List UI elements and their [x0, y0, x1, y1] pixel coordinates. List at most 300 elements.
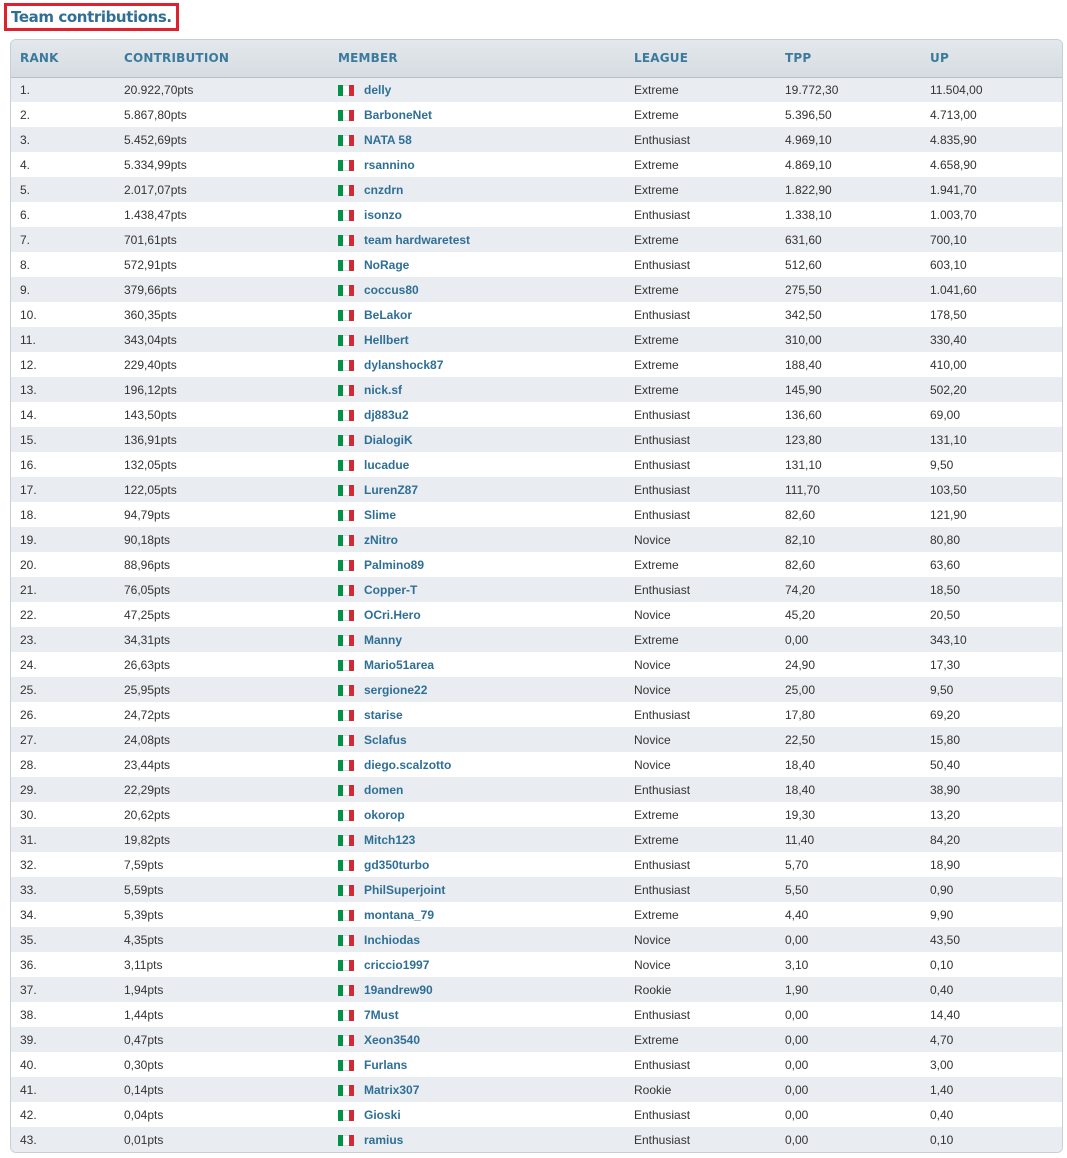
member-link[interactable]: okorop — [364, 807, 405, 822]
tpp-cell: 1.822,90 — [785, 182, 832, 197]
member-cell — [329, 477, 625, 502]
member-link[interactable]: montana_79 — [364, 907, 435, 922]
member-cell — [329, 777, 625, 802]
up-cell: 20,50 — [930, 607, 961, 622]
member-link[interactable]: zNitro — [364, 532, 398, 547]
member-link[interactable]: isonzo — [364, 207, 402, 222]
italy-flag-icon — [338, 110, 354, 121]
member-link[interactable]: diego.scalzotto — [364, 757, 452, 772]
table-row — [11, 502, 1062, 527]
up-cell: 178,50 — [930, 307, 967, 322]
up-cell: 15,80 — [930, 732, 961, 747]
rank-cell: 31. — [20, 832, 37, 847]
member-link[interactable]: PhilSuperjoint — [364, 882, 446, 897]
member-cell — [329, 852, 625, 877]
table-row — [11, 177, 1062, 202]
member-cell — [329, 1052, 625, 1077]
member-link[interactable]: Gioski — [364, 1107, 401, 1122]
league-cell: Extreme — [634, 282, 679, 297]
tpp-cell: 18,40 — [785, 782, 816, 797]
league-cell: Enthusiast — [634, 1107, 691, 1122]
league-cell: Novice — [634, 607, 671, 622]
italy-flag-icon — [338, 1135, 354, 1146]
rank-cell: 28. — [20, 757, 37, 772]
member-cell — [329, 127, 625, 152]
member-link[interactable]: coccus80 — [364, 282, 419, 297]
rank-cell: 7. — [20, 232, 31, 247]
table-row — [11, 402, 1062, 427]
table-row — [11, 452, 1062, 477]
tpp-cell: 11,40 — [785, 832, 815, 847]
member-link[interactable]: Manny — [364, 632, 403, 647]
contribution-cell: 47,25pts — [124, 607, 171, 622]
table-row — [11, 852, 1062, 877]
member-cell — [329, 302, 625, 327]
table-row — [11, 77, 1062, 102]
member-link[interactable]: rsannino — [364, 157, 415, 172]
contribution-cell: 5,39pts — [124, 907, 164, 922]
tpp-cell: 5,70 — [785, 857, 809, 872]
table-row — [11, 577, 1062, 602]
table-row — [11, 752, 1062, 777]
contribution-cell: 143,50pts — [124, 407, 177, 422]
rank-cell: 27. — [20, 732, 37, 747]
table-row — [11, 1127, 1062, 1152]
up-cell: 17,30 — [930, 657, 961, 672]
up-cell: 1.041,60 — [930, 282, 977, 297]
up-cell: 0,40 — [930, 1107, 954, 1122]
up-cell: 4,70 — [930, 1032, 954, 1047]
tpp-cell: 0,00 — [785, 1032, 809, 1047]
member-link[interactable]: Matrix307 — [364, 1082, 420, 1097]
league-cell: Enthusiast — [634, 132, 691, 147]
league-cell: Extreme — [634, 332, 679, 347]
up-cell: 9,90 — [930, 907, 954, 922]
member-link[interactable]: nick.sf — [364, 382, 403, 397]
member-cell — [329, 177, 625, 202]
league-cell: Extreme — [634, 382, 679, 397]
league-cell: Novice — [634, 532, 671, 547]
contribution-cell: 90,18pts — [124, 532, 171, 547]
table-row — [11, 552, 1062, 577]
member-link[interactable]: Sclafus — [364, 732, 407, 747]
column-header-rank[interactable]: RANK — [11, 40, 115, 77]
member-cell — [329, 527, 625, 552]
member-link[interactable]: Hellbert — [364, 332, 409, 347]
league-cell: Enthusiast — [634, 782, 691, 797]
league-cell: Novice — [634, 932, 671, 947]
rank-cell: 41. — [20, 1082, 37, 1097]
member-cell — [329, 402, 625, 427]
member-link[interactable]: DialogiK — [364, 432, 413, 447]
rank-cell: 2. — [20, 107, 31, 122]
italy-flag-icon — [338, 235, 354, 246]
table-row — [11, 1027, 1062, 1052]
contribution-cell: 122,05pts — [124, 482, 177, 497]
up-cell: 9,50 — [930, 457, 954, 472]
italy-flag-icon — [338, 185, 354, 196]
member-link[interactable]: delly — [364, 82, 392, 97]
contribution-cell: 7,59pts — [124, 857, 164, 872]
table-row — [11, 927, 1062, 952]
tpp-cell: 82,60 — [785, 557, 816, 572]
member-link[interactable]: Furlans — [364, 1057, 408, 1072]
contribution-cell: 3,11pts — [124, 957, 163, 972]
contribution-cell: 5.867,80pts — [124, 107, 187, 122]
league-cell: Enthusiast — [634, 457, 691, 472]
up-cell: 603,10 — [930, 257, 967, 272]
league-cell: Enthusiast — [634, 707, 691, 722]
contribution-cell: 343,04pts — [124, 332, 177, 347]
member-link[interactable]: criccio1997 — [364, 957, 430, 972]
italy-flag-icon — [338, 360, 354, 371]
italy-flag-icon — [338, 660, 354, 671]
up-cell: 4.835,90 — [930, 132, 977, 147]
italy-flag-icon — [338, 710, 354, 721]
member-link[interactable]: Inchiodas — [364, 932, 421, 947]
rank-cell: 37. — [20, 982, 37, 997]
rank-cell: 39. — [20, 1032, 37, 1047]
league-cell: Enthusiast — [634, 1057, 691, 1072]
tpp-cell: 0,00 — [785, 932, 809, 947]
table-row — [11, 427, 1062, 452]
italy-flag-icon — [338, 510, 354, 521]
contribution-cell: 19,82pts — [124, 832, 171, 847]
member-cell — [329, 277, 625, 302]
tpp-cell: 0,00 — [785, 1057, 809, 1072]
member-cell — [329, 352, 625, 377]
member-cell — [329, 152, 625, 177]
member-cell — [329, 327, 625, 352]
table-row — [11, 1077, 1062, 1102]
member-link[interactable]: LurenZ87 — [364, 482, 419, 497]
tpp-cell: 19.772,30 — [785, 82, 839, 97]
italy-flag-icon — [338, 85, 354, 96]
rank-cell: 36. — [20, 957, 37, 972]
member-link[interactable]: dj883u2 — [364, 407, 409, 422]
member-cell — [329, 552, 625, 577]
league-cell: Novice — [634, 957, 671, 972]
league-cell: Enthusiast — [634, 482, 691, 497]
table-row — [11, 802, 1062, 827]
contribution-cell: 0,04pts — [124, 1107, 164, 1122]
league-cell: Rookie — [634, 1082, 672, 1097]
italy-flag-icon — [338, 585, 354, 596]
contribution-cell: 76,05pts — [124, 582, 171, 597]
tpp-cell: 82,60 — [785, 507, 816, 522]
rank-cell: 11. — [20, 332, 36, 347]
italy-flag-icon — [338, 285, 354, 296]
rank-cell: 22. — [20, 607, 37, 622]
rank-cell: 3. — [20, 132, 31, 147]
rank-cell: 4. — [20, 157, 31, 172]
member-link[interactable]: cnzdrn — [364, 182, 404, 197]
table-row — [11, 702, 1062, 727]
up-cell: 50,40 — [930, 757, 961, 772]
member-cell — [329, 702, 625, 727]
contribution-cell: 1,94pts — [124, 982, 164, 997]
tpp-cell: 0,00 — [785, 1132, 809, 1147]
member-cell — [329, 452, 625, 477]
tpp-cell: 1.338,10 — [785, 207, 832, 222]
up-cell: 43,50 — [930, 932, 961, 947]
contribution-cell: 4,35pts — [124, 932, 164, 947]
rank-cell: 23. — [20, 632, 37, 647]
contribution-cell: 24,72pts — [124, 707, 171, 722]
member-link[interactable]: Slime — [364, 507, 397, 522]
column-header-contribution[interactable]: CONTRIBUTION — [115, 40, 329, 77]
league-cell: Enthusiast — [634, 307, 691, 322]
rank-cell: 9. — [20, 282, 31, 297]
member-cell — [329, 77, 625, 102]
italy-flag-icon — [338, 810, 354, 821]
member-cell — [329, 427, 625, 452]
league-cell: Extreme — [634, 632, 679, 647]
member-link[interactable]: gd350turbo — [364, 857, 430, 872]
league-cell: Rookie — [634, 982, 672, 997]
league-cell: Enthusiast — [634, 507, 691, 522]
league-cell: Novice — [634, 657, 671, 672]
tpp-cell: 275,50 — [785, 282, 822, 297]
table-row — [11, 602, 1062, 627]
tpp-cell: 17,80 — [785, 707, 816, 722]
table-row — [11, 477, 1062, 502]
table-row — [11, 877, 1062, 902]
italy-flag-icon — [338, 210, 354, 221]
table-row — [11, 252, 1062, 277]
contribution-cell: 20,62pts — [124, 807, 171, 822]
rank-cell: 13. — [20, 382, 37, 397]
member-link[interactable]: BeLakor — [364, 307, 413, 322]
league-cell: Enthusiast — [634, 857, 691, 872]
contribution-cell: 23,44pts — [124, 757, 171, 772]
member-link[interactable]: Copper-T — [364, 582, 418, 597]
tpp-cell: 0,00 — [785, 1107, 809, 1122]
up-cell: 502,20 — [930, 382, 967, 397]
league-cell: Enthusiast — [634, 257, 691, 272]
member-link[interactable]: 7Must — [364, 1007, 399, 1022]
italy-flag-icon — [338, 910, 354, 921]
member-link[interactable]: dylanshock87 — [364, 357, 444, 372]
italy-flag-icon — [338, 460, 354, 471]
league-cell: Enthusiast — [634, 582, 691, 597]
rank-cell: 14. — [20, 407, 37, 422]
member-link[interactable]: lucadue — [364, 457, 410, 472]
league-cell: Extreme — [634, 82, 679, 97]
member-link[interactable]: Xeon3540 — [364, 1032, 421, 1047]
tpp-cell: 342,50 — [785, 307, 822, 322]
member-link[interactable]: BarboneNet — [364, 107, 433, 122]
league-cell: Novice — [634, 682, 671, 697]
italy-flag-icon — [338, 310, 354, 321]
up-cell: 410,00 — [930, 357, 967, 372]
member-cell — [329, 1102, 625, 1127]
italy-flag-icon — [338, 335, 354, 346]
up-cell: 121,90 — [930, 507, 967, 522]
contribution-cell: 0,30pts — [124, 1057, 164, 1072]
league-cell: Enthusiast — [634, 432, 691, 447]
rank-cell: 5. — [20, 182, 31, 197]
table-row — [11, 827, 1062, 852]
up-cell: 0,90 — [930, 882, 954, 897]
column-header-up[interactable]: UP — [921, 40, 1062, 77]
member-cell — [329, 902, 625, 927]
member-link[interactable]: OCri.Hero — [364, 607, 421, 622]
table-row — [11, 352, 1062, 377]
rank-cell: 15. — [20, 432, 37, 447]
up-cell: 63,60 — [930, 557, 961, 572]
member-cell — [329, 202, 625, 227]
table-header-row — [11, 40, 1062, 77]
rank-cell: 16. — [20, 457, 37, 472]
rank-cell: 19. — [20, 532, 37, 547]
member-link[interactable]: Mitch123 — [364, 832, 416, 847]
league-cell: Extreme — [634, 832, 679, 847]
up-cell: 4.713,00 — [930, 107, 977, 122]
italy-flag-icon — [338, 685, 354, 696]
contribution-cell: 5.334,99pts — [124, 157, 187, 172]
up-cell: 0,40 — [930, 982, 954, 997]
up-cell: 38,90 — [930, 782, 961, 797]
contribution-cell: 1.438,47pts — [124, 207, 187, 222]
table-body — [11, 77, 1062, 1152]
rank-cell: 10. — [20, 307, 37, 322]
rank-cell: 42. — [20, 1107, 37, 1122]
tpp-cell: 4.969,10 — [785, 132, 832, 147]
tpp-cell: 0,00 — [785, 1007, 809, 1022]
member-cell — [329, 227, 625, 252]
table-row — [11, 102, 1062, 127]
contribution-cell: 26,63pts — [124, 657, 171, 672]
up-cell: 69,20 — [930, 707, 961, 722]
up-cell: 330,40 — [930, 332, 967, 347]
member-cell — [329, 877, 625, 902]
rank-cell: 21. — [20, 582, 37, 597]
member-cell — [329, 827, 625, 852]
member-cell — [329, 1077, 625, 1102]
italy-flag-icon — [338, 935, 354, 946]
table-row — [11, 902, 1062, 927]
up-cell: 700,10 — [930, 232, 967, 247]
italy-flag-icon — [338, 985, 354, 996]
italy-flag-icon — [338, 860, 354, 871]
league-cell: Extreme — [634, 157, 679, 172]
tpp-cell: 25,00 — [785, 682, 816, 697]
member-link[interactable]: Mario51area — [364, 657, 435, 672]
italy-flag-icon — [338, 1010, 354, 1021]
member-cell — [329, 652, 625, 677]
league-cell: Novice — [634, 732, 671, 747]
table-row — [11, 202, 1062, 227]
member-link[interactable]: team hardwaretest — [364, 232, 471, 247]
up-cell: 343,10 — [930, 632, 967, 647]
italy-flag-icon — [338, 885, 354, 896]
contribution-cell: 5,59pts — [124, 882, 164, 897]
contribution-cell: 0,47pts — [124, 1032, 164, 1047]
member-cell — [329, 377, 625, 402]
column-header-tpp[interactable]: TPP — [776, 40, 921, 77]
rank-cell: 43. — [20, 1132, 37, 1147]
column-header-member[interactable]: MEMBER — [329, 40, 625, 77]
contribution-cell: 572,91pts — [124, 257, 177, 272]
italy-flag-icon — [338, 485, 354, 496]
member-link[interactable]: starise — [364, 707, 403, 722]
member-cell — [329, 1027, 625, 1052]
rank-cell: 26. — [20, 707, 37, 722]
contribution-cell: 20.922,70pts — [124, 82, 194, 97]
rank-cell: 24. — [20, 657, 37, 672]
table-row — [11, 727, 1062, 752]
league-cell: Extreme — [634, 232, 679, 247]
member-link[interactable]: NATA 58 — [364, 132, 412, 147]
league-cell: Enthusiast — [634, 407, 691, 422]
tpp-cell: 4,40 — [785, 907, 809, 922]
tpp-cell: 24,90 — [785, 657, 816, 672]
table-row — [11, 152, 1062, 177]
table-row — [11, 227, 1062, 252]
member-link[interactable]: sergione22 — [364, 682, 428, 697]
tpp-cell: 18,40 — [785, 757, 816, 772]
tpp-cell: 123,80 — [785, 432, 822, 447]
table-row — [11, 302, 1062, 327]
rank-cell: 20. — [20, 557, 37, 572]
member-cell — [329, 1127, 625, 1152]
tpp-cell: 0,00 — [785, 1082, 809, 1097]
tpp-cell: 111,70 — [785, 482, 820, 497]
table-row — [11, 777, 1062, 802]
italy-flag-icon — [338, 435, 354, 446]
member-link[interactable]: 19andrew90 — [364, 982, 433, 997]
member-link[interactable]: NoRage — [364, 257, 410, 272]
rank-cell: 29. — [20, 782, 37, 797]
league-cell: Extreme — [634, 357, 679, 372]
up-cell: 1,40 — [930, 1082, 954, 1097]
rank-cell: 40. — [20, 1057, 37, 1072]
column-header-league[interactable]: LEAGUE — [625, 40, 776, 77]
italy-flag-icon — [338, 410, 354, 421]
member-cell — [329, 752, 625, 777]
table-row — [11, 527, 1062, 552]
up-cell: 9,50 — [930, 682, 954, 697]
contribution-cell: 24,08pts — [124, 732, 171, 747]
tpp-cell: 4.869,10 — [785, 157, 832, 172]
table-row — [11, 1052, 1062, 1077]
rank-cell: 35. — [20, 932, 37, 947]
italy-flag-icon — [338, 535, 354, 546]
member-link[interactable]: Palmino89 — [364, 557, 425, 572]
member-cell — [329, 1002, 625, 1027]
italy-flag-icon — [338, 760, 354, 771]
table-row — [11, 127, 1062, 152]
italy-flag-icon — [338, 835, 354, 846]
italy-flag-icon — [338, 1060, 354, 1071]
rank-cell: 34. — [20, 907, 37, 922]
tpp-cell: 310,00 — [785, 332, 822, 347]
member-link[interactable]: domen — [364, 782, 404, 797]
table-row — [11, 327, 1062, 352]
contribution-cell: 196,12pts — [124, 382, 177, 397]
member-cell — [329, 102, 625, 127]
contribution-cell: 360,35pts — [124, 307, 177, 322]
contribution-cell: 0,14pts — [124, 1082, 164, 1097]
italy-flag-icon — [338, 735, 354, 746]
italy-flag-icon — [338, 610, 354, 621]
rank-cell: 18. — [20, 507, 37, 522]
member-link[interactable]: ramius — [364, 1132, 404, 1147]
italy-flag-icon — [338, 785, 354, 796]
contribution-cell: 229,40pts — [124, 357, 177, 372]
league-cell: Enthusiast — [634, 882, 691, 897]
